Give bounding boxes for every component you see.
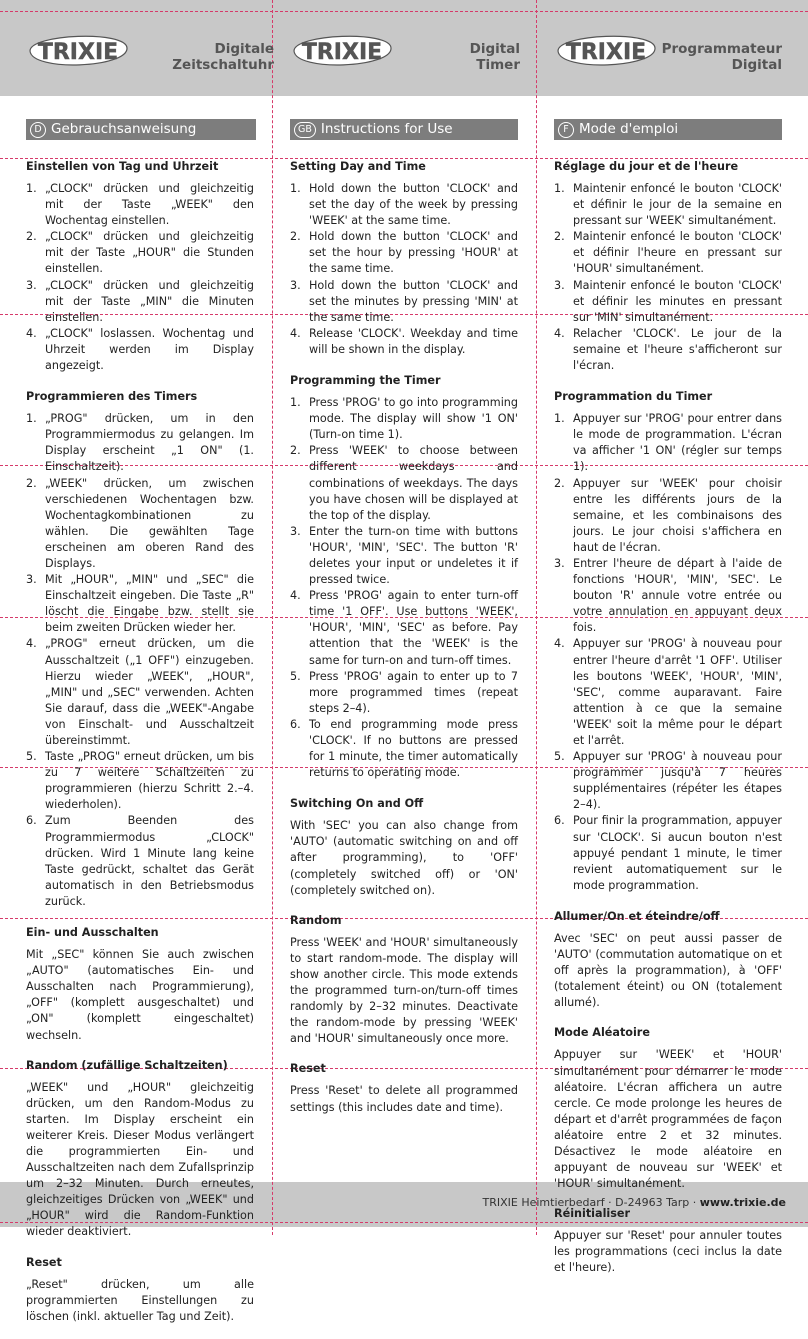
section-heading: Reset (290, 1062, 326, 1076)
step-item (290, 717, 518, 781)
step-item (554, 181, 782, 229)
product-title-line1: Programmateur (661, 41, 782, 57)
instructions-heading: Gebrauchsanweisung (51, 121, 197, 137)
step-text: Appuyer sur 'WEEK' pour choisir entre les différents jours de la semaine, et les combinaisons des jours. Le jour choisi s'affichera en haut de l'écran. (573, 476, 782, 554)
step-number: 3. (554, 278, 565, 292)
step-text: „CLOCK" drücken und gleichzeitig mit der Taste „HOUR" die Stunden einstellen. (45, 230, 254, 276)
step-list (290, 395, 518, 781)
section-heading: Switching On and Off (290, 797, 424, 811)
section-text: Appuyer sur 'Reset' pour annuler toutes les programmations (ceci inclus la date et l'heure). (554, 1229, 782, 1275)
step-item (26, 181, 254, 229)
cut-line-horizontal (0, 11, 808, 12)
step-text: „PROG" erneut drücken, um die Ausschaltzeit („1 OFF") einzugeben. Hierzu wieder „WEEK", „HOUR", „MIN" und „SEC" verwenden. Achten Sie darauf, dass die „WEEK"-Angabe von Einschalt- und Ausschaltzeit übereinstimmt. (45, 637, 254, 747)
step-text: Appuyer sur 'PROG' pour entrer dans le mode de programmation. L'écran va afficher '1 ON' (régler sur temps 1). (573, 412, 782, 474)
logo-text: TRIXIE (37, 40, 119, 65)
step-text: Enter the turn-on time with buttons 'HOUR', 'MIN', 'SEC'. The button 'R' deletes your input or undeletes it if pressed twice. (309, 524, 518, 587)
product-title (290, 41, 520, 73)
step-number: 6. (554, 814, 565, 828)
step-item (26, 572, 254, 636)
product-title-line2: Timer (476, 57, 520, 73)
step-text: Press 'WEEK' to choose between different weekdays and combinations of weekdays. The days you have chosen will be displayed at the top of the display. (309, 444, 518, 522)
step-number: 4. (26, 637, 37, 651)
section-heading: Programmation du Timer (554, 390, 713, 404)
step-item (554, 749, 782, 813)
step-item (290, 229, 518, 277)
step-number: 3. (290, 278, 301, 292)
step-number: 5. (554, 750, 565, 764)
step-item (290, 181, 518, 229)
step-list (554, 411, 782, 894)
step-list (290, 181, 518, 358)
step-item (26, 278, 254, 326)
section-heading: Random (zufällige Schaltzeiten) (26, 1058, 228, 1072)
step-text: Maintenir enfoncé le bouton 'CLOCK' et définir le jour de la semaine en pressant sur 'WEEK' simultanément. (573, 182, 782, 228)
step-text: Hold down the button 'CLOCK' and set the minutes by pressing 'MIN' at the same time. (309, 278, 518, 324)
instructions-body (554, 159, 782, 1291)
step-item (290, 395, 518, 443)
instructions-heading-bar (26, 119, 256, 140)
step-item (26, 411, 254, 475)
section-text: Appuyer sur 'WEEK' et 'HOUR' simultanément pour démarrer le mode aléatoire. L'écran affichera un autre cercle. Ce mode prolonge les heures de départ et d'arrêt programmées de façon aléatoire entre 2 et 32 minutes. Désactivez le mode aléatoire en appuyant de nouveau sur 'WEEK' et 'HOUR' simultanément. (554, 1048, 782, 1191)
step-item (290, 524, 518, 588)
product-title (554, 41, 782, 73)
step-item (26, 229, 254, 277)
step-number: 4. (290, 589, 301, 603)
step-number: 2. (26, 476, 37, 490)
step-number: 1. (554, 182, 565, 195)
footer-url[interactable]: www.trixie.de (699, 1196, 786, 1209)
step-item (26, 636, 254, 749)
section-heading: Random (290, 913, 342, 927)
step-item (290, 326, 518, 358)
step-text: „CLOCK" drücken und gleichzeitig mit der Taste „WEEK" den Wochentag einstellen. (45, 182, 254, 228)
language-badge: D (30, 122, 46, 138)
step-list (26, 411, 254, 910)
step-list (554, 181, 782, 374)
step-number: 1. (290, 182, 301, 195)
product-title (26, 41, 274, 73)
step-text: Press 'PROG' again to enter up to 7 more programmed times (repeat steps 2–4). (309, 669, 518, 715)
product-title-line1: Digital (469, 41, 520, 57)
product-title-line2: Digital (731, 57, 782, 73)
step-text: Hold down the button 'CLOCK' and set the day of the week by pressing 'WEEK' at the same time. (309, 182, 518, 228)
step-item (554, 411, 782, 475)
step-number: 3. (26, 573, 37, 587)
step-number: 1. (26, 182, 37, 195)
step-item (554, 556, 782, 636)
section-text: Mit „SEC" können Sie auch zwischen „AUTO" (automatisches Ein- und Ausschalten nach Programmierung), „OFF" (komplett ausgeschaltet) und „ON" (komplett eingeschaltet) wechseln. (26, 948, 254, 1042)
step-text: „WEEK" drücken, um zwischen verschiedenen Wochentagen bzw. Wochentagkombinationen zu wählen. Die gewählten Tage erscheinen am oberen Rand des Displays. (45, 476, 254, 570)
section-heading: Einstellen von Tag und Uhrzeit (26, 160, 219, 173)
step-text: Relacher 'CLOCK'. Le jour de la semaine et l'heure s'afficheront sur l'écran. (573, 326, 782, 373)
language-badge: F (558, 122, 574, 138)
section-text: Avec 'SEC' on peut aussi passer de 'AUTO' (commutation automatique on et off après la programmation), à 'OFF' (totalement éteint) ou ON (totalement allumé). (554, 931, 782, 1010)
step-number: 2. (554, 476, 565, 490)
step-text: Taste „PROG" erneut drücken, um bis zu 7 weitere Schaltzeiten zu programmieren (hierzu Schritt 2.–4. wiederholen). (45, 750, 254, 812)
instructions-body (290, 159, 518, 1130)
section-heading: Reset (26, 1255, 62, 1269)
step-text: To end programming mode press 'CLOCK'. If no buttons are pressed for 1 minute, the timer automatically returns to operating mode. (309, 717, 518, 780)
step-item (554, 636, 782, 749)
step-number: 2. (290, 444, 301, 458)
step-number: 3. (554, 556, 565, 570)
step-item (554, 229, 782, 277)
step-text: Press 'PROG' to go into programming mode. The display will show '1 ON' (Turn-on time 1). (309, 396, 518, 442)
step-number: 5. (290, 669, 301, 683)
step-item (554, 476, 782, 556)
section-text: Press 'Reset' to delete all programmed settings (this includes date and time). (290, 1084, 518, 1114)
section-heading: Allumer/On et éteindre/off (554, 909, 720, 923)
step-list (26, 181, 254, 374)
step-text: Maintenir enfoncé le bouton 'CLOCK' et définir les minutes en pressant sur 'MIN' simultanément. (573, 278, 782, 324)
step-number: 1. (554, 412, 565, 426)
footer-address: TRIXIE Heimtierbedarf · D-24963 Tarp · www.trixie.de (482, 1196, 786, 1209)
section-heading: Ein- und Ausschalten (26, 926, 159, 940)
language-badge: GB (294, 122, 316, 138)
step-text: Appuyer sur 'PROG' à nouveau pour entrer l'heure d'arrêt '1 OFF'. Utiliser les boutons 'WEEK', 'HOUR', 'MIN', 'SEC', comme auparavant. Faire attention à ce que la semaine 'WEEK' soit la même pour le départ et l'arrêt. (573, 637, 782, 747)
section-heading: Réinitialiser (554, 1207, 631, 1221)
section-heading: Réglage du jour et de l'heure (554, 160, 739, 173)
section-text: With 'SEC' you can also change from 'AUTO' (automatic switching on and off after programming), to 'OFF' (completely switched off) or 'ON' (completely switched on). (290, 819, 518, 897)
product-title-line2: Zeitschaltuhr (172, 57, 274, 73)
logo-text: TRIXIE (565, 40, 647, 65)
instructions-heading-bar (554, 119, 782, 140)
step-number: 2. (290, 230, 301, 244)
instructions-heading: Instructions for Use (320, 121, 453, 137)
step-text: Appuyer sur 'PROG' à nouveau pour programmer jusqu'à 7 heures supplémentaires (répéter les étapes 2–4). (573, 750, 782, 812)
step-number: 3. (26, 278, 37, 292)
step-number: 4. (26, 326, 37, 340)
instructions-body (26, 159, 254, 1339)
step-item (26, 326, 254, 374)
step-text: Press 'PROG' again to enter turn-off time '1 OFF'. Use buttons 'WEEK', 'HOUR', 'MIN', 'SEC' as before. Pay attention that the 'WEEK' is the same for turn-on and turn-off times. (309, 589, 518, 667)
step-number: 4. (554, 326, 565, 340)
step-item (290, 443, 518, 523)
section-heading: Mode Aléatoire (554, 1026, 650, 1040)
section-heading: Programming the Timer (290, 374, 441, 388)
step-item (554, 278, 782, 326)
step-item (554, 813, 782, 893)
instructions-heading: Mode d'emploi (579, 121, 679, 137)
section-heading: Programmieren des Timers (26, 390, 198, 404)
step-number: 2. (26, 230, 37, 244)
step-text: „CLOCK" loslassen. Wochentag und Uhrzeit werden im Display angezeigt. (45, 326, 254, 373)
step-item (290, 588, 518, 668)
step-text: Hold down the button 'CLOCK' and set the hour by pressing 'HOUR' at the same time. (309, 230, 518, 276)
step-number: 4. (554, 637, 565, 651)
logo-text: TRIXIE (301, 40, 383, 65)
section-text: Press 'WEEK' and 'HOUR' simultaneously to start random-mode. The display will show another circle. This mode extends the programmed turn-on/turn-off times randomly by 2–32 minutes. Deactivate the random-mode by pressing 'WEEK' and 'HOUR' simultaneously once more. (290, 935, 518, 1046)
section-text: „Reset" drücken, um alle programmierten Einstellungen zu löschen (inkl. aktueller Tag und Zeit). (26, 1277, 254, 1323)
product-title-line1: Digitale (214, 41, 274, 57)
step-number: 5. (26, 750, 37, 764)
step-text: Entrer l'heure de départ à l'aide de fonctions 'HOUR', 'MIN', 'SEC'. Le bouton 'R' annule votre entrée ou votre annulation en appuyant deux fois. (573, 556, 782, 635)
step-text: Pour finir la programmation, appuyer sur 'CLOCK'. Si aucun bouton n'est appuyé pendant 1 minute, le timer revient automatiquement sur le mode programmation. (573, 814, 782, 892)
step-item (554, 326, 782, 374)
step-text: „PROG" drücken, um in den Programmiermodus zu gelangen. Im Display erscheint „1 ON" (1. Einschaltzeit). (45, 412, 254, 474)
step-item (26, 813, 254, 910)
step-text: Maintenir enfoncé le bouton 'CLOCK' et définir l'heure en pressant sur 'HOUR' simultanément. (573, 230, 782, 276)
section-heading: Setting Day and Time (290, 160, 426, 173)
step-number: 4. (290, 326, 301, 340)
step-item (290, 669, 518, 717)
step-number: 6. (26, 814, 37, 828)
step-text: „CLOCK" drücken und gleichzeitig mit der Taste „MIN" die Minuten einstellen. (45, 278, 254, 324)
step-item (26, 749, 254, 813)
step-number: 2. (554, 230, 565, 244)
instructions-heading-bar (290, 119, 518, 140)
step-number: 1. (290, 396, 301, 410)
step-item (26, 476, 254, 573)
step-number: 3. (290, 524, 301, 538)
step-text: Zum Beenden des Programmiermodus „CLOCK" drücken. Wird 1 Minute lang keine Taste gedrückt, schaltet das Gerät automatisch in den Betriebsmodus zurück. (45, 814, 254, 908)
step-number: 1. (26, 412, 37, 426)
step-number: 6. (290, 717, 301, 731)
step-text: Release 'CLOCK'. Weekday and time will be shown in the display. (309, 326, 518, 356)
section-text: „WEEK" und „HOUR" gleichzeitig drücken, um den Random-Modus zu starten. Im Display erscheint ein weiterer Kreis. Dieser Modus verlängert die programmierten Ein- und Ausschaltzeiten nach dem Zufallsprinzip um 2–32 Minuten. Durch erneutes, gleichzeitiges Drücken von „WEEK" und „HOUR" wird die Random-Funktion wieder deaktiviert. (26, 1080, 254, 1239)
step-item (290, 278, 518, 326)
step-text: Mit „HOUR", „MIN" und „SEC" die Einschaltzeit eingeben. Die Taste „R" löscht die Eingabe bzw. stellt sie beim zweiten Drücken wieder her. (45, 573, 254, 635)
